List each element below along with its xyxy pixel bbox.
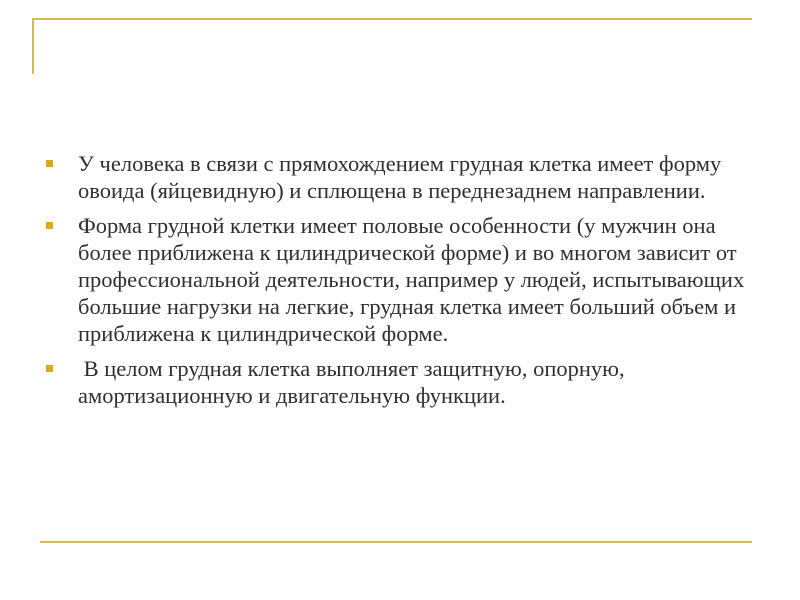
square-bullet-icon (46, 160, 53, 167)
bullet-list (46, 150, 746, 409)
bullet-text: В целом грудная клетка выполняет защитную, опорную, амортизационную и двигательную функции. (78, 356, 631, 408)
bullet-text: У человека в связи с прямохождением грудная клетка имеет форму овоида (яйцевидную) и сплющена в переднезаднем направлении. (78, 151, 722, 203)
bullet-item (46, 150, 746, 204)
slide-body (46, 150, 746, 417)
bullet-text: Форма грудной клетки имеет половые особенности (у мужчин она более приближена к цилиндрической форме) и во многом зависит от профессиональной деятельности, например у людей, испытывающих большие нагрузки на легкие, грудная клетка имеет больший объем и приближена к цилиндрической форме. (78, 213, 745, 346)
bullet-item (46, 355, 746, 409)
frame-top-line (32, 18, 752, 20)
square-bullet-icon (46, 365, 53, 372)
bullet-item (46, 212, 746, 347)
frame-bottom-line (40, 541, 752, 543)
square-bullet-icon (46, 222, 53, 229)
frame-left-line (32, 18, 34, 74)
